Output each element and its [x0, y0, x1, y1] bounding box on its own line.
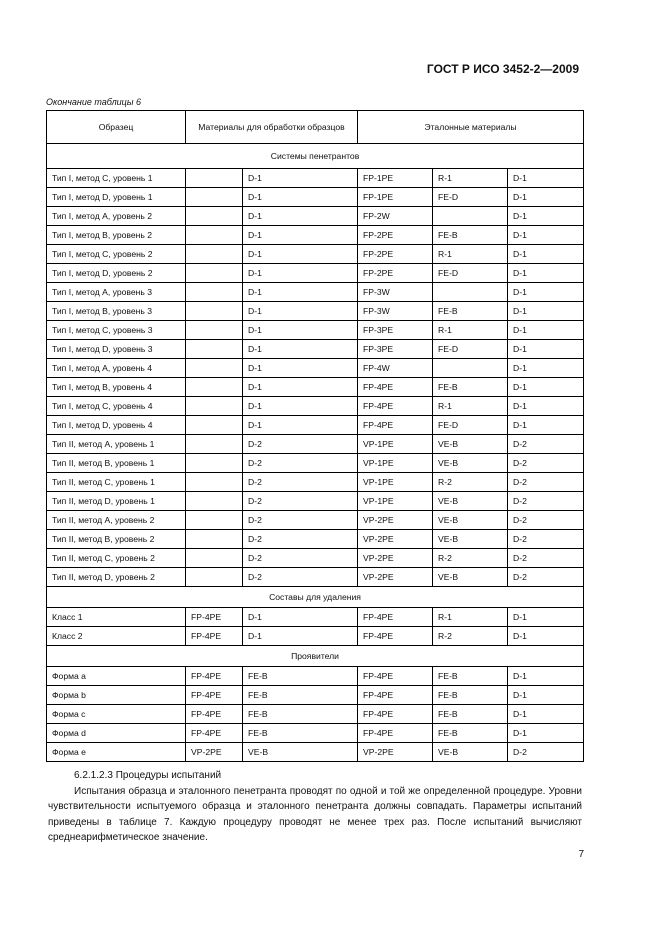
table-cell: Класс 1	[47, 608, 186, 627]
table-row	[47, 321, 584, 340]
table-cell: D-2	[243, 435, 358, 454]
table-cell: Тип I, метод В, уровень 3	[47, 302, 186, 321]
table-cell: FP-4PE	[358, 416, 433, 435]
table-cell: D-1	[508, 397, 584, 416]
table-cell: FP-2W	[358, 207, 433, 226]
table-cell: FP-4PE	[358, 724, 433, 743]
procedures-text	[48, 768, 582, 846]
table-cell: Тип II, метод В, уровень 2	[47, 530, 186, 549]
table-body	[47, 144, 584, 762]
table-cell: D-2	[508, 511, 584, 530]
table-cell: FP-4W	[358, 359, 433, 378]
table-cell: Тип I, метод D, уровень 2	[47, 264, 186, 283]
table-cell: Тип I, метод С, уровень 3	[47, 321, 186, 340]
table-cell: D-1	[508, 359, 584, 378]
table-cell	[433, 359, 508, 378]
table-row	[47, 302, 584, 321]
table-cell: FP-3PE	[358, 321, 433, 340]
table-cell: D-2	[508, 530, 584, 549]
section-header-row	[47, 144, 584, 169]
table-cell: FP-4PE	[186, 608, 243, 627]
table-cell	[186, 283, 243, 302]
table-cell: D-1	[243, 302, 358, 321]
table-cell: FP-4PE	[186, 724, 243, 743]
table-cell: VP-2PE	[358, 568, 433, 587]
table-cell: D-2	[508, 568, 584, 587]
table-row	[47, 473, 584, 492]
table-cell: VP-1PE	[358, 492, 433, 511]
table-cell: FP-4PE	[186, 667, 243, 686]
table-row	[47, 226, 584, 245]
table-cell: D-1	[508, 686, 584, 705]
table-cell: Тип I, метод С, уровень 1	[47, 169, 186, 188]
table-cell: VE-B	[433, 568, 508, 587]
table-cell	[186, 568, 243, 587]
table-cell: FP-2PE	[358, 264, 433, 283]
table-cell	[186, 454, 243, 473]
table-cell	[186, 302, 243, 321]
section-title: Составы для удаления	[47, 587, 584, 608]
table-cell	[186, 397, 243, 416]
table-cell: D-2	[243, 530, 358, 549]
table-cell: VP-2PE	[358, 743, 433, 762]
table-cell: D-1	[508, 245, 584, 264]
page-number: 7	[578, 849, 584, 860]
table-cell	[186, 359, 243, 378]
table-cell: VE-B	[433, 511, 508, 530]
table-row	[47, 435, 584, 454]
table-cell	[186, 530, 243, 549]
table-cell	[186, 264, 243, 283]
column-header-sample: Образец	[47, 111, 186, 144]
table-cell: VE-B	[433, 492, 508, 511]
table-cell: VP-2PE	[358, 530, 433, 549]
table-cell: FE-B	[433, 302, 508, 321]
table-cell: Тип I, метод А, уровень 3	[47, 283, 186, 302]
table-cell: D-2	[243, 511, 358, 530]
table-cell: D-1	[508, 608, 584, 627]
table-header-row	[47, 111, 584, 144]
table-cell: D-1	[508, 264, 584, 283]
table-cell: FP-3W	[358, 283, 433, 302]
table-cell: R-1	[433, 321, 508, 340]
table-cell: D-1	[243, 378, 358, 397]
table-cell: R-2	[433, 473, 508, 492]
table-row	[47, 397, 584, 416]
section-title: Проявители	[47, 646, 584, 667]
table-cell: R-2	[433, 627, 508, 646]
table-cell: D-1	[243, 245, 358, 264]
table-cell: FE-D	[433, 340, 508, 359]
table-cell: VP-2PE	[186, 743, 243, 762]
table-cell: D-1	[243, 397, 358, 416]
table-cell: FP-4PE	[186, 705, 243, 724]
table-cell	[186, 340, 243, 359]
table-cell: FP-1PE	[358, 169, 433, 188]
table-cell: Форма e	[47, 743, 186, 762]
table-cell: D-1	[508, 378, 584, 397]
table-cell	[186, 511, 243, 530]
table-cell: Тип I, метод С, уровень 4	[47, 397, 186, 416]
table-cell: FE-B	[243, 705, 358, 724]
table-cell: D-1	[508, 416, 584, 435]
table-cell: R-2	[433, 549, 508, 568]
table-row	[47, 492, 584, 511]
table-row	[47, 705, 584, 724]
table-cell: D-1	[243, 340, 358, 359]
table-cell: D-1	[508, 724, 584, 743]
table-cell: D-2	[508, 743, 584, 762]
table-cell: D-1	[508, 627, 584, 646]
table-row	[47, 416, 584, 435]
table-cell	[186, 245, 243, 264]
table-cell: Тип II, метод D, уровень 1	[47, 492, 186, 511]
table-cell: D-1	[243, 226, 358, 245]
table-cell: FE-D	[433, 264, 508, 283]
table-row	[47, 667, 584, 686]
table-cell: Тип I, метод А, уровень 4	[47, 359, 186, 378]
table-cell: FP-4PE	[358, 686, 433, 705]
table-cell: FP-4PE	[186, 627, 243, 646]
table-cell: D-1	[243, 627, 358, 646]
table-row	[47, 454, 584, 473]
table-cell: FP-4PE	[358, 667, 433, 686]
table-cell: D-1	[508, 667, 584, 686]
table-cell: D-1	[243, 169, 358, 188]
table-row	[47, 188, 584, 207]
table-cell: Тип I, метод D, уровень 3	[47, 340, 186, 359]
table-cell: FE-B	[433, 724, 508, 743]
table-cell: R-1	[433, 608, 508, 627]
table-cell: D-1	[508, 283, 584, 302]
table-row	[47, 530, 584, 549]
table-cell: Тип II, метод А, уровень 1	[47, 435, 186, 454]
table-cell: D-1	[243, 608, 358, 627]
table-cell: Класс 2	[47, 627, 186, 646]
table-cell: R-1	[433, 397, 508, 416]
table-cell: R-1	[433, 245, 508, 264]
table-cell: Тип II, метод А, уровень 2	[47, 511, 186, 530]
table-cell: Тип II, метод С, уровень 1	[47, 473, 186, 492]
table-cell: VP-2PE	[358, 511, 433, 530]
table-cell: FE-B	[243, 667, 358, 686]
table-cell: D-2	[243, 454, 358, 473]
table-cell: D-2	[508, 549, 584, 568]
section-header-row	[47, 646, 584, 667]
table-cell: Тип I, метод D, уровень 1	[47, 188, 186, 207]
table-cell	[186, 416, 243, 435]
table-cell: FP-2PE	[358, 245, 433, 264]
table-cell: Тип I, метод А, уровень 2	[47, 207, 186, 226]
table-cell: FP-4PE	[358, 705, 433, 724]
table-cell: FE-B	[243, 724, 358, 743]
table-cell: D-1	[508, 705, 584, 724]
table-row	[47, 169, 584, 188]
table-cell: FP-4PE	[358, 397, 433, 416]
table-row	[47, 207, 584, 226]
table-cell	[433, 207, 508, 226]
table-cell: FE-B	[433, 378, 508, 397]
table-cell: VP-2PE	[358, 549, 433, 568]
table-cell	[186, 378, 243, 397]
table-cell: VE-B	[433, 454, 508, 473]
table-cell: VE-B	[433, 743, 508, 762]
table-cell: D-1	[508, 226, 584, 245]
table-cell: VE-B	[433, 530, 508, 549]
table-row	[47, 608, 584, 627]
table-cell: Тип I, метод В, уровень 2	[47, 226, 186, 245]
table-cell: Тип I, метод В, уровень 4	[47, 378, 186, 397]
table-row	[47, 627, 584, 646]
table-cell: FP-4PE	[358, 378, 433, 397]
table-cell: D-2	[508, 492, 584, 511]
table-cell	[186, 169, 243, 188]
table-cell: FE-B	[433, 226, 508, 245]
table-row	[47, 340, 584, 359]
table-row	[47, 549, 584, 568]
table-cell: D-2	[508, 454, 584, 473]
table-cell: D-1	[508, 302, 584, 321]
table-cell: FP-4PE	[358, 608, 433, 627]
table-cell: D-1	[508, 340, 584, 359]
table-cell: Форма a	[47, 667, 186, 686]
table-cell	[186, 188, 243, 207]
table-cell: Форма b	[47, 686, 186, 705]
table-cell: VP-1PE	[358, 454, 433, 473]
section-header-row	[47, 587, 584, 608]
table-cell: D-1	[243, 321, 358, 340]
table-cell: R-1	[433, 169, 508, 188]
table-cell: D-1	[508, 321, 584, 340]
table-cell: FE-D	[433, 416, 508, 435]
table-cell	[186, 492, 243, 511]
table-cell: FP-4PE	[186, 686, 243, 705]
table-cell: D-1	[243, 207, 358, 226]
table-row	[47, 264, 584, 283]
table-cell: FP-3W	[358, 302, 433, 321]
procedures-paragraph: Испытания образца и эталонного пенетранта проводят по одной и той же определенной процедуре. Уровни чувствительности испытуемого образца и эталонного пенетранта должны совпадать. Параметры испытаний приведены в таблице 7. Каждую процедуру проводят не менее трех раз. После испытаний вычисляют среднеарифметическое значение.	[48, 785, 582, 843]
table-cell: D-1	[243, 359, 358, 378]
table-cell: D-1	[243, 188, 358, 207]
table-cell	[186, 207, 243, 226]
reference-materials-table	[46, 110, 584, 762]
column-header-materials: Материалы для обработки образцов	[186, 111, 358, 144]
table-row	[47, 359, 584, 378]
table-cell: FE-B	[243, 686, 358, 705]
table-row	[47, 511, 584, 530]
table-cell: FE-B	[433, 705, 508, 724]
document-header: ГОСТ Р ИСО 3452-2—2009	[426, 62, 579, 76]
table-cell: VE-B	[243, 743, 358, 762]
table-cell: D-1	[243, 283, 358, 302]
table-caption: Окончание таблицы 6	[46, 97, 141, 107]
table-cell: D-1	[508, 207, 584, 226]
table-cell	[186, 473, 243, 492]
table-cell: FP-1PE	[358, 188, 433, 207]
table-cell: D-1	[508, 169, 584, 188]
table-cell	[186, 226, 243, 245]
table-cell: FE-B	[433, 667, 508, 686]
table-cell: Форма c	[47, 705, 186, 724]
table-cell: D-2	[243, 549, 358, 568]
table-cell: D-2	[243, 473, 358, 492]
table-cell	[186, 321, 243, 340]
table-cell: D-2	[243, 492, 358, 511]
table-cell: Форма d	[47, 724, 186, 743]
table-cell: D-2	[508, 435, 584, 454]
section-heading: 6.2.1.2.3 Процедуры испытаний	[74, 770, 222, 781]
table-cell: Тип II, метод В, уровень 1	[47, 454, 186, 473]
table-row	[47, 568, 584, 587]
table-row	[47, 283, 584, 302]
table-row	[47, 378, 584, 397]
table-row	[47, 686, 584, 705]
table-cell: FE-B	[433, 686, 508, 705]
table-cell: VP-1PE	[358, 473, 433, 492]
table-cell	[186, 435, 243, 454]
table-cell: D-2	[508, 473, 584, 492]
table-cell: Тип I, метод С, уровень 2	[47, 245, 186, 264]
table-cell: FE-D	[433, 188, 508, 207]
table-cell	[186, 549, 243, 568]
table-cell	[433, 283, 508, 302]
column-header-reference: Эталонные материалы	[358, 111, 584, 144]
table-cell: D-1	[243, 416, 358, 435]
table-cell: Тип I, метод D, уровень 4	[47, 416, 186, 435]
table-row	[47, 743, 584, 762]
table-cell: Тип II, метод D, уровень 2	[47, 568, 186, 587]
table-row	[47, 724, 584, 743]
section-title: Системы пенетрантов	[47, 144, 584, 169]
table-cell: FP-3PE	[358, 340, 433, 359]
table-cell: D-1	[243, 264, 358, 283]
table-cell: D-2	[243, 568, 358, 587]
table-row	[47, 245, 584, 264]
table-cell: Тип II, метод С, уровень 2	[47, 549, 186, 568]
table-cell: FP-4PE	[358, 627, 433, 646]
table-cell: D-1	[508, 188, 584, 207]
table-cell: FP-2PE	[358, 226, 433, 245]
table-cell: VE-B	[433, 435, 508, 454]
table-cell: VP-1PE	[358, 435, 433, 454]
